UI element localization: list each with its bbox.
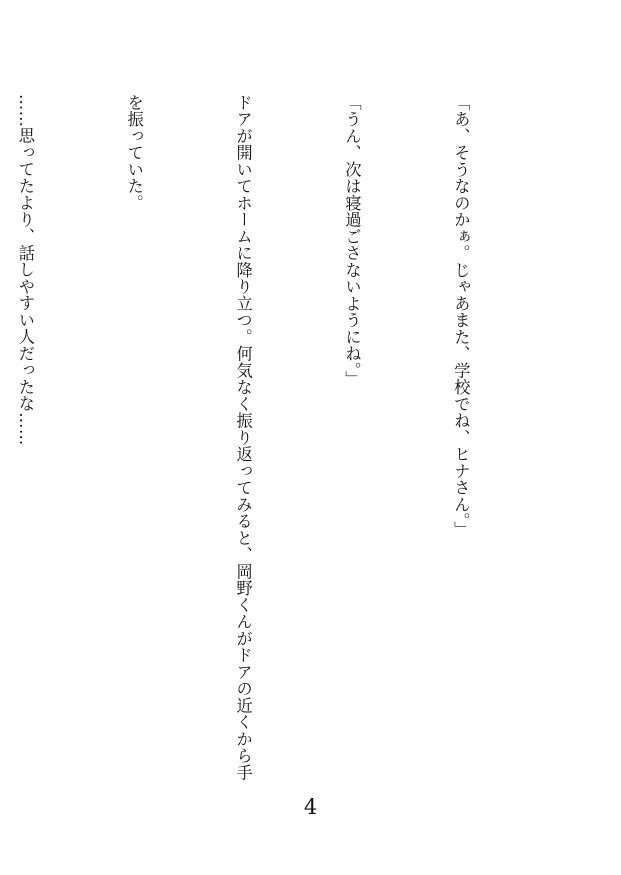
text-line: を振っていた。 [124,94,144,212]
vertical-text-body [0,94,551,794]
text-line: ……思ってたより、話しやすい人だったな…… [15,94,35,446]
text-line: 「うん、次は寝過ごさないようにね。」 [342,94,362,388]
page-number: 4 [303,795,318,819]
text-line: ドアが開いてホームに降り立つ。何気なく振り返ってみると、岡野くんがドアの近くから手 [233,94,253,781]
text-line: 「あ、そうなのかぁ。じゃあまた、学校でね、ヒナさん。」 [451,94,471,539]
